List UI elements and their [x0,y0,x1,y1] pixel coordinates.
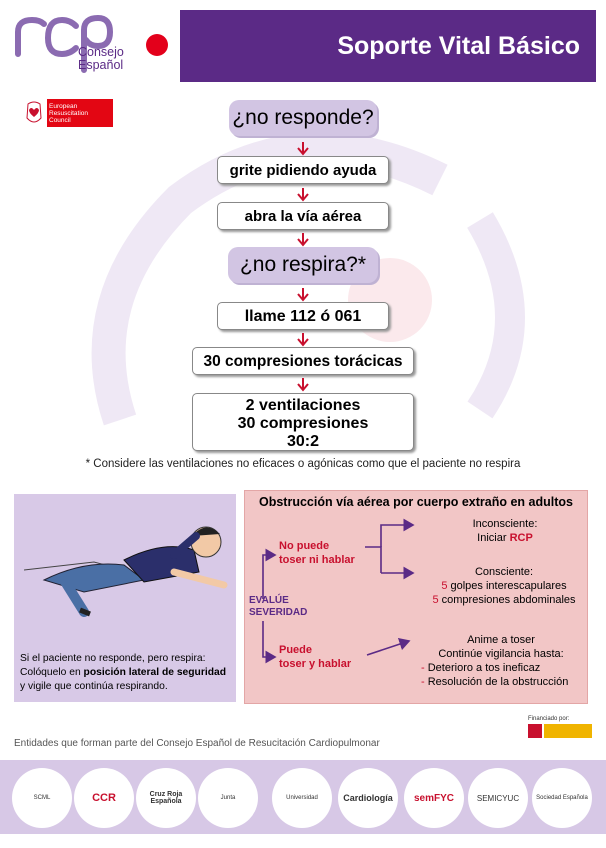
step-shout-for-help: grite pidiendo ayuda [217,156,389,184]
unconscious-instructions [423,517,587,545]
abdominal-thrusts-text: compresiones abdominales [438,594,576,606]
arrow-down-icon [297,188,309,202]
member-logo [74,768,134,828]
arrow-down-icon [297,142,309,156]
member-logo-label: Sociedad Española [536,795,588,801]
member-logo-label: Cardiología [343,793,393,803]
recovery-line-2-text: Colóquelo en [20,667,84,678]
arrow-down-icon [297,333,309,347]
erc-line-3: Council [49,116,71,124]
can-line-2: toser y hablar [279,658,352,670]
conscious-item-2 [421,593,587,607]
logo-red-dot [146,34,168,56]
member-logo [198,768,258,828]
logo-text: Consejo Español [78,45,124,72]
member-logo [272,768,332,828]
rcp-highlight: RCP [509,532,533,544]
assess-severity [249,595,307,619]
ministry-logo [528,724,592,738]
ministry-wordmark [544,724,592,738]
step-open-airway: abra la vía aérea [217,202,389,230]
conscious-item-1 [421,579,587,593]
erc-line-1: European [49,102,78,110]
cannot-line-2: toser ni hablar [279,554,355,566]
member-logo-label: SEMICYUC [476,793,520,803]
dash-bullet: - [421,662,425,674]
erc-line-2: Resuscitation [49,109,89,117]
vigilance-item-1-text: Deterioro a tos ineficaz [424,662,541,674]
can-cough-label [279,643,351,671]
step-not-breathing: ¿no respira?* [228,247,378,283]
conscious-instructions [421,565,587,607]
conscious-title: Consciente: [474,566,534,578]
arrow-down-icon [297,233,309,247]
member-logo-label: Universidad [286,795,318,801]
cannot-cough-label [279,539,355,567]
ministry-crest-icon [528,724,542,738]
page-title: Soporte Vital Básico [337,31,580,60]
cpr-ratio: 30:2 [286,433,320,450]
can-cough-instructions [413,633,589,689]
arrow-down-icon [297,288,309,302]
recovery-line-2 [20,666,234,680]
member-logo-label: semFYC [413,792,454,804]
unconscious-action [423,531,587,545]
footnote: * Considere las ventilaciones no eficaces o agónicas como que el paciente no respira [85,458,521,470]
cannot-line-1: No puede [279,540,330,552]
choking-panel [244,490,588,704]
member-logo-label: Cruz Roja Española [149,791,183,805]
step-call-emergency: llame 112 ó 061 [217,302,389,330]
entities-caption: Entidades que forman parte del Consejo Español de Resucitación Cardiopulmonar [14,738,380,749]
financed-label: Financiado por: [528,716,570,722]
recovery-line-1: Si el paciente no responde, pero respira: [20,653,206,664]
unconscious-title: Inconsciente: [472,518,538,530]
encourage-cough: Anime a toser [467,634,535,646]
heart-lungs-icon [24,100,44,126]
arrow-down-icon [297,378,309,392]
step-cpr-cycle [192,393,414,451]
member-logo-label: SCML [33,795,51,801]
financing-block [528,716,592,738]
vigilance-item-2-text: Resolución de la obstrucción [424,676,569,688]
member-logo-label: Junta [220,795,236,801]
vigilance-item-2 [413,675,589,689]
recovery-line-3: y vigile que continúa respirando. [20,681,168,692]
recovery-position-name: posición lateral de seguridad [83,667,227,678]
recovery-instructions [20,652,234,694]
abdominal-thrusts-count: 5 [432,594,439,606]
can-line-1: Puede [279,644,313,656]
title-bar [180,10,596,82]
member-logo [136,768,196,828]
assess-line-2: SEVERIDAD [249,607,308,618]
member-logo [468,768,528,828]
member-logo [338,768,398,828]
continue-vigilance: Continúe vigilancia hasta: [438,648,564,660]
cpr-ventilations: 2 ventilaciones [245,397,361,414]
recovery-position-illustration [24,510,234,620]
choking-title: Obstrucción vía aérea por cuerpo extraño en adultos [259,495,573,509]
step-chest-compressions: 30 compresiones torácicas [192,347,414,375]
member-logo-label: CCR [92,792,116,804]
member-logo [404,768,464,828]
cpr-compressions: 30 compresiones [237,415,369,432]
member-logo [12,768,72,828]
back-blows-count: 5 [441,580,448,592]
vigilance-item-1 [413,661,589,675]
assess-line-1: EVALÚE [249,595,289,606]
recovery-position-panel [14,494,236,702]
dash-bullet: - [421,676,425,688]
member-logo [532,768,592,828]
back-blows-text: golpes interescapulares [447,580,567,592]
step-unresponsive: ¿no responde? [229,100,377,136]
unconscious-action-text: Iniciar [477,532,510,544]
